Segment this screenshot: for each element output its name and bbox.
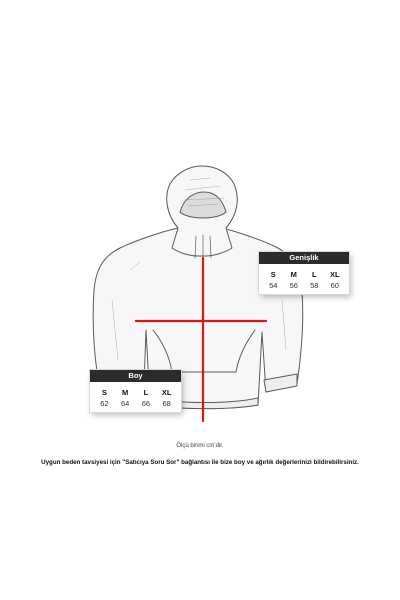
size-label: L: [311, 270, 317, 279]
size-label: M: [290, 270, 297, 279]
length-value: 62: [100, 399, 109, 408]
width-table-title: Genişlik: [259, 252, 349, 264]
width-values-row: [259, 280, 349, 291]
width-value: 60: [330, 281, 339, 290]
length-size-table: [90, 370, 181, 412]
size-advice-text: Uygun beden tavsiyesi için "Satıcıya Soru Sor" bağlantısı ile bize boy ve ağırlık değerlerinizi bildirebilirsiniz.: [41, 459, 359, 466]
length-size-header-row: [90, 387, 181, 398]
width-size-table: [259, 252, 349, 294]
size-label: S: [270, 270, 276, 279]
length-table-title: Boy: [90, 370, 181, 382]
size-label: S: [101, 388, 107, 397]
size-label: M: [122, 388, 129, 397]
size-label: XL: [329, 270, 340, 279]
size-label: XL: [161, 388, 172, 397]
width-size-header-row: [259, 269, 349, 280]
length-values-row: [90, 398, 181, 409]
size-label: L: [143, 388, 149, 397]
unit-note: Ölçü birimi cm'dir.: [176, 443, 224, 449]
length-value: 66: [141, 399, 151, 408]
width-value: 54: [269, 281, 278, 290]
width-value: 58: [310, 281, 319, 290]
length-value: 68: [162, 399, 171, 408]
length-value: 64: [120, 399, 130, 408]
width-value: 56: [289, 281, 298, 290]
